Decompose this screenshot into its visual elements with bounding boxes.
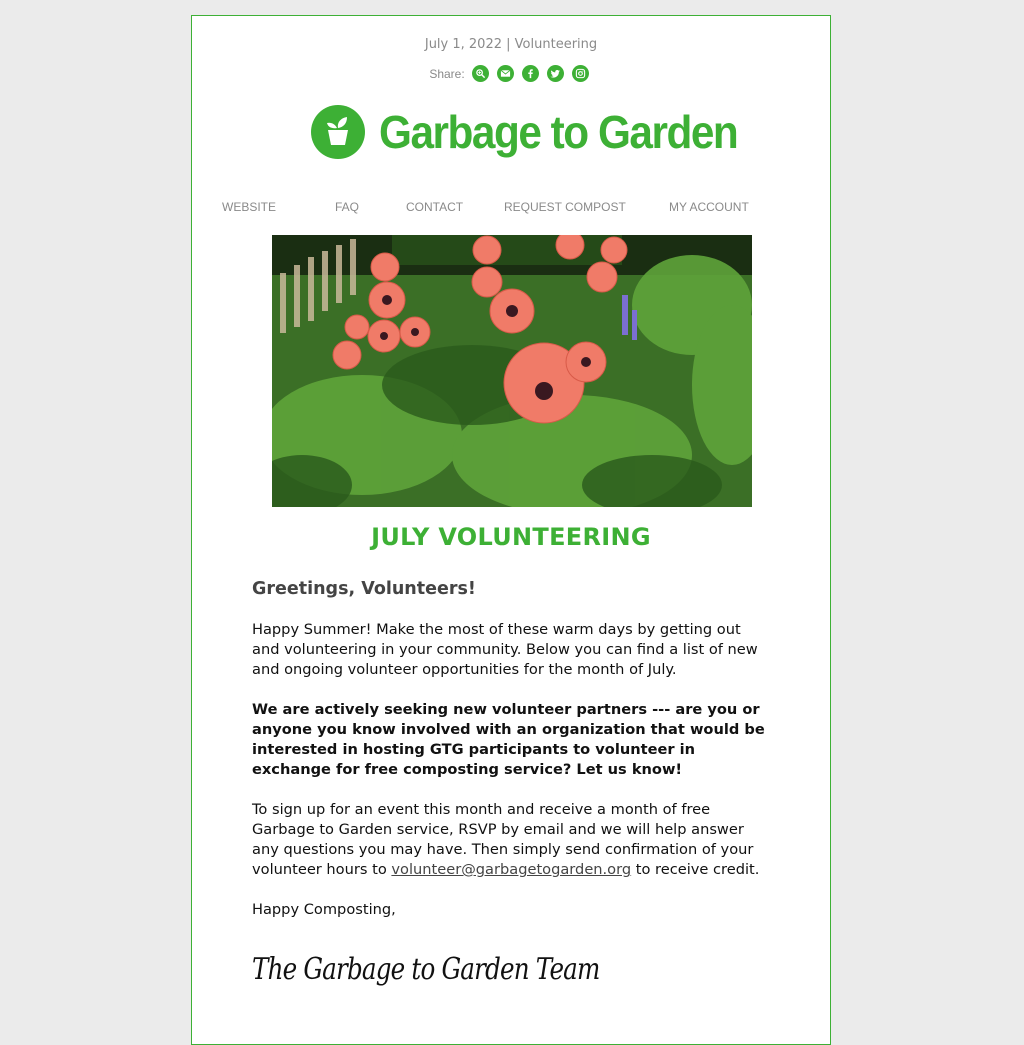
twitter-icon[interactable]: [547, 65, 564, 82]
share-label: Share:: [429, 66, 465, 81]
nav-website-link[interactable]: WEBSITE: [222, 200, 277, 214]
facebook-icon[interactable]: [522, 65, 539, 82]
email-container: [191, 15, 831, 1045]
hero-image: [272, 235, 752, 507]
nav-faq-link[interactable]: FAQ: [335, 200, 360, 214]
brand-logo[interactable]: [310, 104, 768, 160]
share-bar: [192, 65, 830, 82]
email-icon[interactable]: [497, 65, 514, 82]
view-online-icon[interactable]: [472, 65, 489, 82]
signup-text-before: To sign up for an event this month and receive a month of free Garbage to Garden service, RSVP by email and we will help answer any questions you may have. Then simply send confirmation of your volunteer hours to: [252, 801, 754, 878]
meta-separator: |: [506, 37, 511, 52]
volunteer-email-link[interactable]: volunteer@garbagetogarden.org: [391, 861, 632, 878]
logo-wordmark: Garbage to Garden: [379, 106, 738, 158]
issue-category: Volunteering: [514, 37, 598, 52]
issue-meta: [192, 37, 830, 52]
email-body: [252, 579, 772, 940]
partners-paragraph: We are actively seeking new volunteer partners --- are you or anyone you know involved with an organization that would be interested in hosting GTG participants to volunteer in exchange for free composting service? Let us know!: [252, 701, 765, 778]
nav-contact-link[interactable]: CONTACT: [406, 200, 464, 214]
page-title: JULY VOLUNTEERING: [371, 523, 651, 551]
signature: The Garbage to Garden Team: [252, 952, 600, 987]
signup-text-after: to receive credit.: [631, 861, 760, 878]
closing-text: Happy Composting,: [252, 901, 396, 918]
logo-icon: [310, 104, 366, 160]
instagram-icon[interactable]: [572, 65, 589, 82]
nav-my-account-link[interactable]: MY ACCOUNT: [669, 200, 749, 214]
nav-request-compost-link[interactable]: REQUEST COMPOST: [504, 200, 626, 214]
intro-paragraph: Happy Summer! Make the most of these warm days by getting out and volunteering in your community. Below you can find a list of new and ongoing volunteer opportunities for the month of July.: [252, 621, 758, 678]
issue-date: July 1, 2022: [424, 37, 502, 52]
signup-paragraph: [252, 800, 772, 880]
greeting-heading: Greetings, Volunteers!: [252, 579, 476, 599]
